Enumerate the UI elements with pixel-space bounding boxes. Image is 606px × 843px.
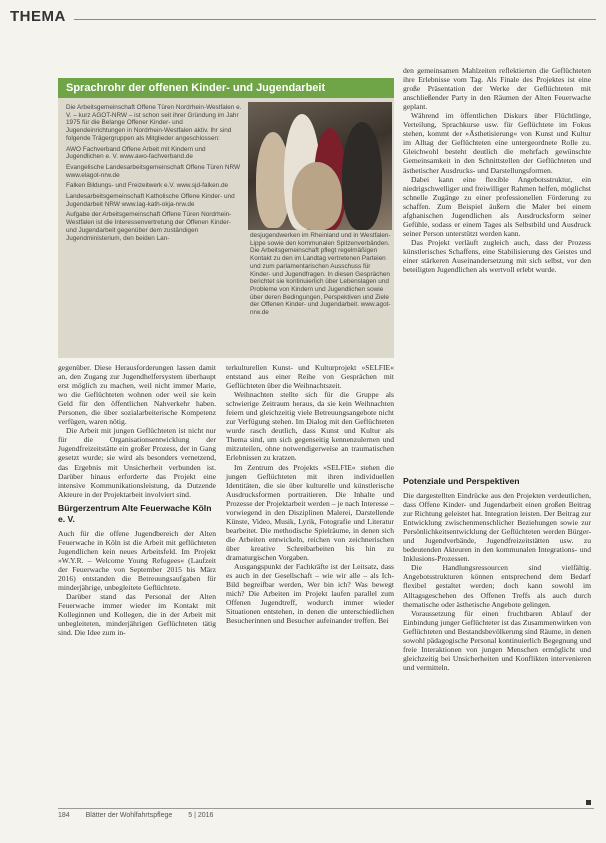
- page-footer: [58, 812, 358, 819]
- end-of-article-mark: [586, 800, 591, 805]
- sidebar-item: AWO Fachverband Offene Arbeit mit Kindern und Jugendlichen e. V. www.awo-fachverband.de: [66, 145, 206, 161]
- paragraph: Auch für die offene Jugendbereich der Alten Feuerwache in Köln ist die Arbeit mit geflüchteten Jugendlichen kein neues Arbeitsfeld. Im Projekt »W.Y.R. – Welcome Young Refugees« (Laufzeit der Feuerwache von September 2015 bis März 2016) entstanden die Betreuungsaufgaben für minderjährige, unbegleitete Geflüchtete.: [58, 528, 216, 592]
- sidebar-item: Die Arbeitsgemeinschaft Offene Türen Nordrhein-Westfalen e. V. – kurz AGOT-NRW – ist schon seit ihrer Gründung im Jahr 1975 für die Belange Offener Kinder- und Jugendeinrichtungen in Nordrhein-Westfalen aktiv. Ihr sind folgende Trägergruppen als Mitglieder angeschlossen:: [66, 104, 242, 142]
- issue-number: 5 | 2016: [188, 812, 214, 819]
- column-3-top: [403, 66, 591, 274]
- footer-divider: [58, 808, 594, 809]
- paragraph: Dabei kann eine flexible Angebotsstruktur, ein niedrigschwelliger und freiwilliger Rahmen helfen, möglichst schnelle Zugänge zu einer professionellen Förderung zu schaffen. Zum Beispiel äußern die Maler bei einem afghanischen Jugendlichen als Ausdrucksform seiner Gefühle, sodass er einem Tages als Selbstbild und Ausdruck seiner Person unterstützt werden kann.: [403, 174, 591, 238]
- paragraph: Während im öffentlichen Diskurs über Flüchtlinge, Verteilung, Sprachkurse usw. für Geflüchtete im Fokus stehen, kommt der »Ästhetisierung« von Kunst und Kultur im Alltag der Geflüchteten eine untergeordnete Rolle zu. Gleichwohl besteht deutlich die mehrfach gewünschte Gemeinsamkeit in den Schnittstellen der Geflüchteten und ästhetischer Ausdrucks- und Darstellungsformen.: [403, 111, 591, 175]
- sidebar-title: Sprachrohr der offenen Kinder- und Jugendarbeit: [58, 78, 394, 98]
- sidebar-list: [66, 104, 242, 245]
- sidebar-caption: desjugendwerken im Rheinland und in Westfalen-Lippe sowie den kommunalen Spitzenverbänden. Die Arbeitsgemeinschaft pflegt regelmäßigen Kontakt zu den im Landtag vertretenen Parteien und zum parlamentarischen Ausschuss für Kinder- und Jugendfragen. In diesen Gesprächen berichtet sie kontinuierlich über Lebenslagen und Probleme von Kindern und Jugendlichen sowie über deren Bedingungen, Perspektiven und Ziele der Offenen Kinder- und Jugendarbeit. www.agot-nrw.de: [250, 232, 391, 317]
- sidebar-item: Landesarbeitsgemeinschaft Katholische Offene Kinder- und Jugendarbeit NRW www.lag-kath-okja-nrw.de: [66, 193, 235, 208]
- column-1: [58, 363, 216, 637]
- paragraph: den gemeinsamen Mahlzeiten reflektierten die Geflüchteten ihre Erlebnisse vom Tag. Als Finale des Projektes ist eine große Präsentation der Werke der Geflüchteten mit anschließender Party in den Räumen der Alten Feuerwache geplant.: [403, 66, 591, 112]
- top-divider: [74, 19, 596, 20]
- section-heading: Potenziale und Perspektiven: [403, 476, 520, 486]
- paragraph: gegenüber. Diese Herausforderungen lassen damit an, den Zugang zur Jugendhelfersystem überhaupt erst möglich zu machen, weil nicht immer Marie, wo die Geflüchteten wohnen oder weil sie kein Geld für den öffentlichen Nahverkehr haben. Personen, die über sozialarbeiterische Kompetenz verfügen, waren nötig.: [58, 363, 216, 427]
- paragraph: Im Zentrum des Projekts »SELFIE« stehen die jungen Geflüchteten mit ihren individuellen Identitäten, die sie über kulturelle und künstlerische Ausdrucksformen portraitieren. Die Inhalte und Prozesse der Projektarbeit werden – je nach Interesse – vorwiegend in den Disziplinen Malerei, Darstellende Künste, Video, Musik, Lyrik, Fotografie und Literatur bearbeitet. Die methodische Spielräume, in denen sich die Arbeiten entwickeln, reichen von zeichnerischen über kreative Schreibarbeiten bis hin zu dramaturgischen Vorgaben.: [226, 462, 394, 562]
- paragraph: Voraussetzung für einen fruchtbaren Ablauf der Einbindung junger Geflüchteter ist das Zusammenwirken von Geflüchteten und Bestandsbevölkerung sind Räume, in denen sowohl pädagogische Personal kontinuierlich Begegnung und freie Interaktionen von jungen Menschen ermöglicht und gleichzeitig bei Unsicherheiten und Konflikten intervenieren und vermitteln.: [403, 608, 591, 672]
- paragraph: Das Projekt verläuft zugleich auch, dass der Prozess künstlerisches Schaffens, eine Stabilisierung des Geistes und einer stärkeren Auseinandersetzung mit sich selbst, vor den beteiligten Jugendlichen als wertvoll erlebt wurde.: [403, 237, 591, 275]
- group-photo: [248, 102, 392, 230]
- section-heading: Bürgerzentrum Alte Feuerwache Köln e. V.: [58, 502, 212, 524]
- journal-title: Blätter der Wohlfahrtspflege: [85, 812, 173, 819]
- paragraph: Die Handlungsressourcen sind vielfältig. Angebotsstrukturen können entsprechend dem Bedarf flexibel gestaltet werden; doch kann sowohl im Alltagsgeschehen des Offenen Treffs als auch durch thematische oder ästhetische Angebote gelingen.: [403, 563, 591, 609]
- paragraph: Die Arbeit mit jungen Geflüchteten ist nicht nur für die Organisationsentwicklung der Jugendfreizeitstätte ein großer Prozess, der in Gang gesetzt wurde; sie wird als besonders vernetzend, das Ergebnis mit Unsicherheit verbunden ist. Darüber hinaus erforderte das Projekt eine intensive Kommunikationsleistung, da Dutzende Akteure in der Projektarbeit involviert sind.: [58, 426, 216, 499]
- paragraph: Weihnachten stellte sich für die Gruppe als schwierige Zeitraum heraus, da sie kein Weihnachten feiern und gleichzeitig viele Betreuungsangebote nicht zur Verfügung stehen. Im Dialog mit den Geflüchteten wurde rasch deutlich, dass Kunst und Kultur als Thema sind, um sich gegenseitig kennenzulernen und mitzuteilen, ohne notwendigerweise an traumatischen Erlebnissen zu kratzen.: [226, 390, 394, 463]
- column-2: [226, 363, 394, 625]
- paragraph: Darüber stand das Personal der Alten Feuerwache immer wieder im Kontakt mit Kolleginnen und Kollegen, die in der Arbeit mit unbegleiteten, minderjährigen Geflüchteten tätig sind. Die Idee zum in-: [58, 592, 216, 638]
- sidebar-item: Evangelische Landesarbeitsgemeinschaft Offene Türen NRW www.elagot-nrw.de: [66, 163, 241, 179]
- paragraph: Die dargestellten Eindrücke aus den Projekten verdeutlichen, dass Offene Kinder- und Jugendarbeit einen großen Beitrag zur Richtung geleistet hat. Integration leisten. Der Beitrag zur Entwicklung zwischenmenschlicher Beziehungen sowie zur Persönlichkeitsentwicklung der Geflüchteten werden Bürger- und Jugendverbände, Jugendfreizeitstätten usw. zu bedeutenden Akteuren in den kommunalen Integrations- und Inklusions-Prozessen.: [403, 491, 591, 564]
- paragraph: terkulturellen Kunst- und Kulturprojekt »SELFIE« entstand aus einer Reihe von Gesprächen mit Geflüchteten über die Weihnachtszeit.: [226, 363, 394, 391]
- section-label: THEMA: [10, 8, 66, 25]
- column-3: [403, 472, 591, 672]
- sidebar-item: Aufgabe der Arbeitsgemeinschaft Offene Türen Nordrhein-Westfalen ist die Interessenvertretung der Offenen Kinder- und Jugendarbeit gegenüber dem zuständigen Jugendministerium, den beiden Lan-: [66, 211, 232, 242]
- sidebar-item: Falken Bildungs- und Freizeitwerk e.V. www.sjd-falken.de: [66, 182, 229, 190]
- paragraph: Ausgangspunkt der Fachkräfte ist der Leitsatz, dass es auch in der Gesellschaft – wie wir alle – als Ich-Bild begreifbar werden, Wer bin ich? Was bewegt mich? Die Arbeiten im Projekt laufen parallel zum Offenen Jugendtreff, wodurch immer wieder Situationen entstehen, in denen die unterschiedlichen Besucherinnen und Besucher aufeinander treffen. Bei: [226, 562, 394, 626]
- photo-figure: [292, 162, 342, 230]
- page-number: 184: [58, 812, 70, 819]
- photo-figure: [342, 122, 382, 230]
